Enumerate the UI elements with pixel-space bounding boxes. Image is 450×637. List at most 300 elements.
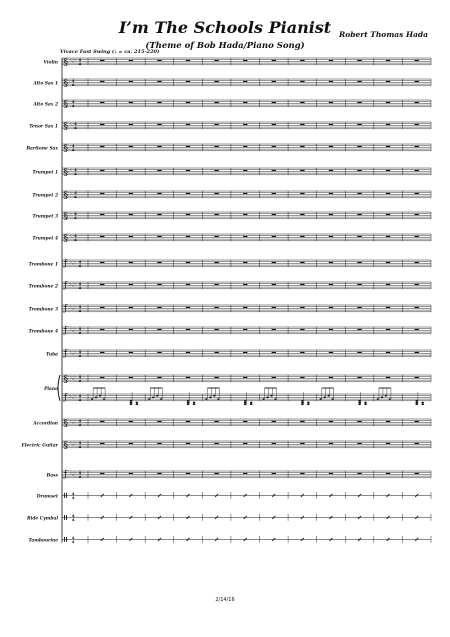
instrument-label: Accordion — [33, 421, 58, 427]
whole-rest — [186, 421, 190, 422]
staff-piano — [43, 374, 431, 405]
whole-rest — [386, 214, 390, 215]
svg-text:4: 4 — [78, 354, 82, 358]
svg-text:4: 4 — [78, 379, 82, 383]
whole-rest — [186, 307, 190, 308]
whole-rest — [100, 352, 104, 353]
instrument-label: Tambourine — [28, 538, 58, 544]
whole-rest — [214, 262, 218, 263]
chord-note — [415, 403, 418, 405]
whole-rest — [186, 236, 190, 237]
whole-rest — [129, 81, 133, 82]
whole-rest — [243, 473, 247, 474]
staff-trombone-3 — [29, 303, 431, 313]
time-signature: 4 — [78, 394, 82, 399]
time-signature: 4 — [78, 350, 82, 355]
whole-rest — [186, 473, 190, 474]
time-signature: 4 — [78, 282, 82, 287]
whole-rest — [300, 307, 304, 308]
staff-tenor-sax-1 — [29, 121, 431, 132]
whole-rest — [300, 124, 304, 125]
whole-rest — [272, 214, 276, 215]
whole-rest — [357, 193, 361, 194]
staff-ride-cymbal — [26, 514, 431, 522]
whole-rest — [329, 60, 333, 61]
whole-rest — [186, 284, 190, 285]
chord-note — [187, 402, 190, 404]
staff-trombone-1 — [29, 258, 431, 268]
percussion-clef-icon — [64, 493, 65, 498]
treble-clef-icon: § — [63, 100, 68, 111]
whole-rest — [214, 352, 218, 353]
whole-rest — [214, 81, 218, 82]
whole-rest — [214, 124, 218, 125]
flat-icon: ♭ — [74, 393, 77, 399]
whole-rest — [214, 473, 218, 474]
whole-rest — [415, 307, 419, 308]
chord-note — [244, 400, 247, 402]
whole-rest — [243, 352, 247, 353]
chord-note — [301, 402, 304, 404]
flat-icon: ♭ — [72, 282, 75, 288]
whole-rest — [243, 307, 247, 308]
instrument-label: Baritone Sax — [26, 146, 58, 152]
chord-note — [301, 400, 304, 402]
whole-rest — [157, 352, 161, 353]
whole-rest — [386, 307, 390, 308]
instrument-label: Tuba — [46, 352, 58, 358]
whole-rest — [243, 443, 247, 444]
instrument-label: Trombone 3 — [28, 307, 58, 313]
composer-name: Robert Thomas Hada — [339, 30, 428, 39]
time-signature: 4 — [78, 419, 82, 424]
instrument-label: Alto Sax 1 — [33, 81, 58, 87]
whole-rest — [329, 170, 333, 171]
whole-rest — [157, 102, 161, 103]
time-signature: 4 — [74, 234, 77, 239]
whole-rest — [329, 307, 333, 308]
flat-icon: ♭ — [74, 349, 77, 355]
whole-rest — [157, 214, 161, 215]
piano-brace — [58, 375, 60, 401]
instrument-label: Trombone 2 — [28, 284, 58, 290]
flat-icon: ♭ — [74, 57, 77, 63]
whole-rest — [300, 443, 304, 444]
flat-icon: ♭ — [72, 305, 75, 311]
chord-note — [415, 402, 418, 404]
whole-rest — [100, 60, 104, 61]
whole-rest — [100, 377, 104, 378]
bass-clef-icon: ƒ — [64, 469, 67, 479]
chord-note — [358, 403, 361, 405]
treble-clef-icon: § — [63, 419, 68, 430]
chord-note — [415, 400, 418, 402]
instrument-label: Tenor Sax 1 — [29, 124, 58, 130]
whole-rest — [129, 284, 133, 285]
chord-note — [301, 403, 304, 405]
flat-icon: ♭ — [70, 190, 72, 196]
instrument-label: Trumpet 1 — [32, 170, 58, 176]
svg-text:4: 4 — [78, 331, 82, 335]
whole-rest — [186, 443, 190, 444]
whole-rest — [157, 473, 161, 474]
whole-rest — [300, 284, 304, 285]
staff-trombone-2 — [29, 280, 431, 290]
whole-rest — [214, 377, 218, 378]
note-head — [319, 398, 321, 400]
whole-rest — [243, 262, 247, 263]
flat-icon: ♭ — [70, 281, 72, 287]
bass-clef-icon: ƒ — [64, 348, 67, 358]
whole-rest — [357, 329, 361, 330]
whole-rest — [129, 60, 133, 61]
svg-text:4: 4 — [74, 126, 77, 130]
whole-rest — [386, 102, 390, 103]
whole-rest — [157, 124, 161, 125]
staff-baritone-sax — [25, 144, 431, 154]
page-footer-date: 2/14/16 — [215, 597, 235, 603]
time-signature: 4 — [78, 441, 82, 446]
whole-rest — [357, 102, 361, 103]
note-head — [213, 395, 215, 397]
staff-accordion — [32, 418, 431, 429]
whole-rest — [300, 146, 304, 147]
instrument-label: Trumpet 4 — [32, 236, 58, 242]
staff-bass — [46, 469, 432, 479]
whole-rest — [357, 377, 361, 378]
bass-clef-icon: ƒ — [64, 303, 67, 313]
whole-rest — [272, 473, 276, 474]
whole-rest — [272, 146, 276, 147]
bass-clef-icon: ƒ — [64, 258, 67, 268]
whole-rest — [100, 146, 104, 147]
whole-rest — [386, 193, 390, 194]
chord-note — [244, 403, 247, 405]
whole-rest — [129, 329, 133, 330]
whole-rest — [100, 170, 104, 171]
whole-rest — [186, 377, 190, 378]
staff-trumpet-2 — [32, 190, 431, 201]
score-title: I’m The Schools Pianist — [118, 18, 332, 37]
flat-icon: ♭ — [72, 58, 75, 64]
whole-rest — [214, 193, 218, 194]
whole-rest — [214, 236, 218, 237]
svg-text:4: 4 — [74, 216, 77, 220]
whole-rest — [415, 284, 419, 285]
whole-rest — [357, 146, 361, 147]
instrument-label: Violin — [43, 60, 58, 66]
whole-rest — [100, 236, 104, 237]
svg-text:4: 4 — [78, 445, 82, 449]
whole-rest — [415, 60, 419, 61]
whole-rest — [386, 377, 390, 378]
whole-rest — [243, 193, 247, 194]
whole-rest — [100, 443, 104, 444]
whole-rest — [157, 170, 161, 171]
whole-rest — [300, 60, 304, 61]
whole-rest — [129, 421, 133, 422]
svg-text:4: 4 — [74, 238, 77, 242]
treble-clef-icon: § — [63, 122, 68, 133]
treble-clef-icon: § — [63, 212, 68, 223]
whole-rest — [272, 421, 276, 422]
flat-icon: ♭ — [72, 471, 75, 477]
whole-rest — [357, 170, 361, 171]
whole-rest — [300, 193, 304, 194]
whole-rest — [157, 193, 161, 194]
whole-rest — [186, 329, 190, 330]
whole-rest — [272, 102, 276, 103]
whole-rest — [157, 284, 161, 285]
whole-rest — [415, 124, 419, 125]
whole-rest — [243, 81, 247, 82]
whole-rest — [100, 307, 104, 308]
whole-rest — [415, 421, 419, 422]
whole-rest — [214, 443, 218, 444]
instrument-label: Drumset — [36, 494, 58, 500]
whole-rest — [100, 81, 104, 82]
note-head — [262, 398, 264, 400]
time-signature: 4 — [72, 100, 75, 105]
bass-clef-icon: ƒ — [64, 325, 67, 335]
treble-clef-icon: § — [63, 168, 68, 179]
time-signature: 4 — [78, 305, 82, 310]
whole-rest — [357, 60, 361, 61]
whole-rest — [129, 307, 133, 308]
whole-rest — [272, 170, 276, 171]
whole-rest — [129, 352, 133, 353]
whole-rest — [386, 170, 390, 171]
whole-rest — [300, 473, 304, 474]
flat-icon: ♭ — [72, 419, 75, 425]
instrument-label: Electric Guitar — [21, 443, 58, 449]
svg-text:4: 4 — [72, 496, 75, 500]
whole-rest — [157, 146, 161, 147]
time-signature: 4 — [78, 58, 82, 63]
flat-icon: ♭ — [72, 260, 75, 266]
whole-rest — [214, 307, 218, 308]
whole-rest — [272, 124, 276, 125]
whole-rest — [300, 262, 304, 263]
whole-rest — [329, 214, 333, 215]
whole-rest — [186, 352, 190, 353]
treble-clef-icon: § — [63, 191, 68, 202]
treble-clef-icon: § — [63, 234, 68, 245]
whole-rest — [415, 352, 419, 353]
whole-rest — [415, 146, 419, 147]
staff-trombone-4 — [29, 325, 431, 335]
instrument-label: Trombone 4 — [28, 329, 58, 335]
flat-icon: ♭ — [72, 441, 75, 447]
staff-alto-sax-1 — [32, 79, 431, 89]
whole-rest — [243, 102, 247, 103]
whole-rest — [186, 262, 190, 263]
flat-icon: ♭ — [70, 167, 72, 173]
whole-rest — [386, 352, 390, 353]
chord-note — [358, 400, 361, 402]
whole-rest — [386, 81, 390, 82]
whole-rest — [386, 421, 390, 422]
staff-electric-guitar — [21, 440, 432, 451]
whole-rest — [272, 443, 276, 444]
note-head — [266, 397, 268, 399]
whole-rest — [357, 284, 361, 285]
whole-rest — [386, 146, 390, 147]
instrument-label: Piano — [44, 386, 58, 392]
whole-rest — [129, 377, 133, 378]
whole-rest — [329, 146, 333, 147]
staff-drumset — [36, 492, 431, 500]
whole-rest — [300, 421, 304, 422]
whole-rest — [357, 352, 361, 353]
whole-rest — [243, 214, 247, 215]
whole-rest — [100, 284, 104, 285]
whole-rest — [100, 214, 104, 215]
time-signature: 4 — [74, 191, 77, 196]
whole-rest — [300, 170, 304, 171]
whole-rest — [415, 214, 419, 215]
whole-rest — [300, 81, 304, 82]
whole-rest — [415, 102, 419, 103]
treble-clef-icon: § — [63, 79, 68, 90]
whole-rest — [186, 146, 190, 147]
whole-rest — [157, 421, 161, 422]
flat-icon: ♭ — [70, 393, 72, 399]
note-head — [331, 398, 333, 400]
whole-rest — [243, 236, 247, 237]
flat-icon: ♭ — [72, 375, 75, 381]
whole-rest — [357, 214, 361, 215]
whole-rest — [100, 102, 104, 103]
whole-rest — [415, 329, 419, 330]
whole-rest — [357, 443, 361, 444]
whole-rest — [157, 307, 161, 308]
whole-rest — [157, 262, 161, 263]
flat-icon: ♭ — [72, 394, 75, 400]
flat-icon: ♭ — [74, 304, 77, 310]
note-head — [95, 397, 97, 399]
svg-text:4: 4 — [74, 172, 77, 176]
svg-text:4: 4 — [78, 286, 82, 290]
whole-rest — [214, 102, 218, 103]
tempo-marking: Vivace Fast Swing (♩ = ca. 215-220) — [60, 49, 160, 55]
whole-rest — [329, 262, 333, 263]
whole-rest — [386, 329, 390, 330]
whole-rest — [300, 329, 304, 330]
whole-rest — [300, 377, 304, 378]
instrument-label: Alto Sax 2 — [33, 102, 58, 108]
chord-note — [130, 403, 133, 405]
svg-text:4: 4 — [72, 518, 75, 522]
whole-rest — [329, 443, 333, 444]
staff-tuba — [46, 348, 431, 358]
whole-rest — [329, 124, 333, 125]
whole-rest — [186, 193, 190, 194]
whole-rest — [415, 81, 419, 82]
time-signature: 4 — [72, 492, 75, 497]
bass-clef-icon: ƒ — [64, 280, 67, 290]
whole-rest — [100, 421, 104, 422]
flat-icon: ♭ — [74, 259, 77, 265]
whole-rest — [157, 81, 161, 82]
whole-rest — [214, 170, 218, 171]
flat-icon: ♭ — [72, 350, 75, 356]
whole-rest — [272, 329, 276, 330]
treble-clef-icon: § — [63, 58, 68, 69]
whole-rest — [415, 262, 419, 263]
whole-rest — [243, 170, 247, 171]
flat-icon: ♭ — [74, 418, 77, 424]
note-head — [323, 397, 325, 399]
flat-icon: ♭ — [74, 326, 77, 332]
flat-icon: ♭ — [70, 374, 72, 380]
note-head — [381, 397, 383, 399]
whole-rest — [329, 193, 333, 194]
whole-rest — [157, 60, 161, 61]
note-head — [156, 395, 158, 397]
whole-rest — [129, 236, 133, 237]
whole-rest — [386, 60, 390, 61]
staff-trumpet-1 — [32, 167, 431, 178]
time-signature: 4 — [74, 212, 77, 217]
instrument-label: Bass — [46, 473, 58, 479]
whole-rest — [100, 473, 104, 474]
chord-note — [187, 400, 190, 402]
staff-violin — [44, 57, 431, 68]
whole-rest — [129, 262, 133, 263]
whole-rest — [415, 377, 419, 378]
time-signature: 4 — [78, 375, 82, 380]
svg-text:4: 4 — [78, 264, 82, 268]
time-signature: 4 — [78, 327, 82, 332]
flat-icon: ♭ — [70, 211, 72, 217]
whole-rest — [357, 307, 361, 308]
whole-rest — [129, 443, 133, 444]
whole-rest — [186, 214, 190, 215]
note-head — [103, 398, 105, 400]
svg-text:4: 4 — [78, 62, 82, 66]
whole-rest — [214, 214, 218, 215]
svg-text:4: 4 — [72, 148, 75, 152]
whole-rest — [300, 236, 304, 237]
whole-rest — [243, 124, 247, 125]
flat-icon: ♭ — [70, 304, 72, 310]
whole-rest — [329, 81, 333, 82]
score-subtitle: (Theme of Bob Hada/Piano Song) — [145, 41, 305, 51]
flat-icon: ♭ — [74, 470, 77, 476]
note-head — [327, 395, 329, 397]
whole-rest — [300, 102, 304, 103]
flat-icon: ♭ — [74, 281, 77, 287]
whole-rest — [300, 214, 304, 215]
whole-rest — [186, 102, 190, 103]
whole-rest — [415, 170, 419, 171]
whole-rest — [243, 284, 247, 285]
whole-rest — [186, 170, 190, 171]
whole-rest — [100, 193, 104, 194]
svg-text:4: 4 — [72, 540, 75, 544]
whole-rest — [272, 81, 276, 82]
whole-rest — [157, 443, 161, 444]
whole-rest — [329, 102, 333, 103]
whole-rest — [243, 146, 247, 147]
note-head — [274, 398, 276, 400]
flat-icon: ♭ — [74, 440, 77, 446]
whole-rest — [243, 377, 247, 378]
whole-rest — [272, 262, 276, 263]
staff-trumpet-3 — [32, 211, 431, 222]
whole-rest — [272, 307, 276, 308]
